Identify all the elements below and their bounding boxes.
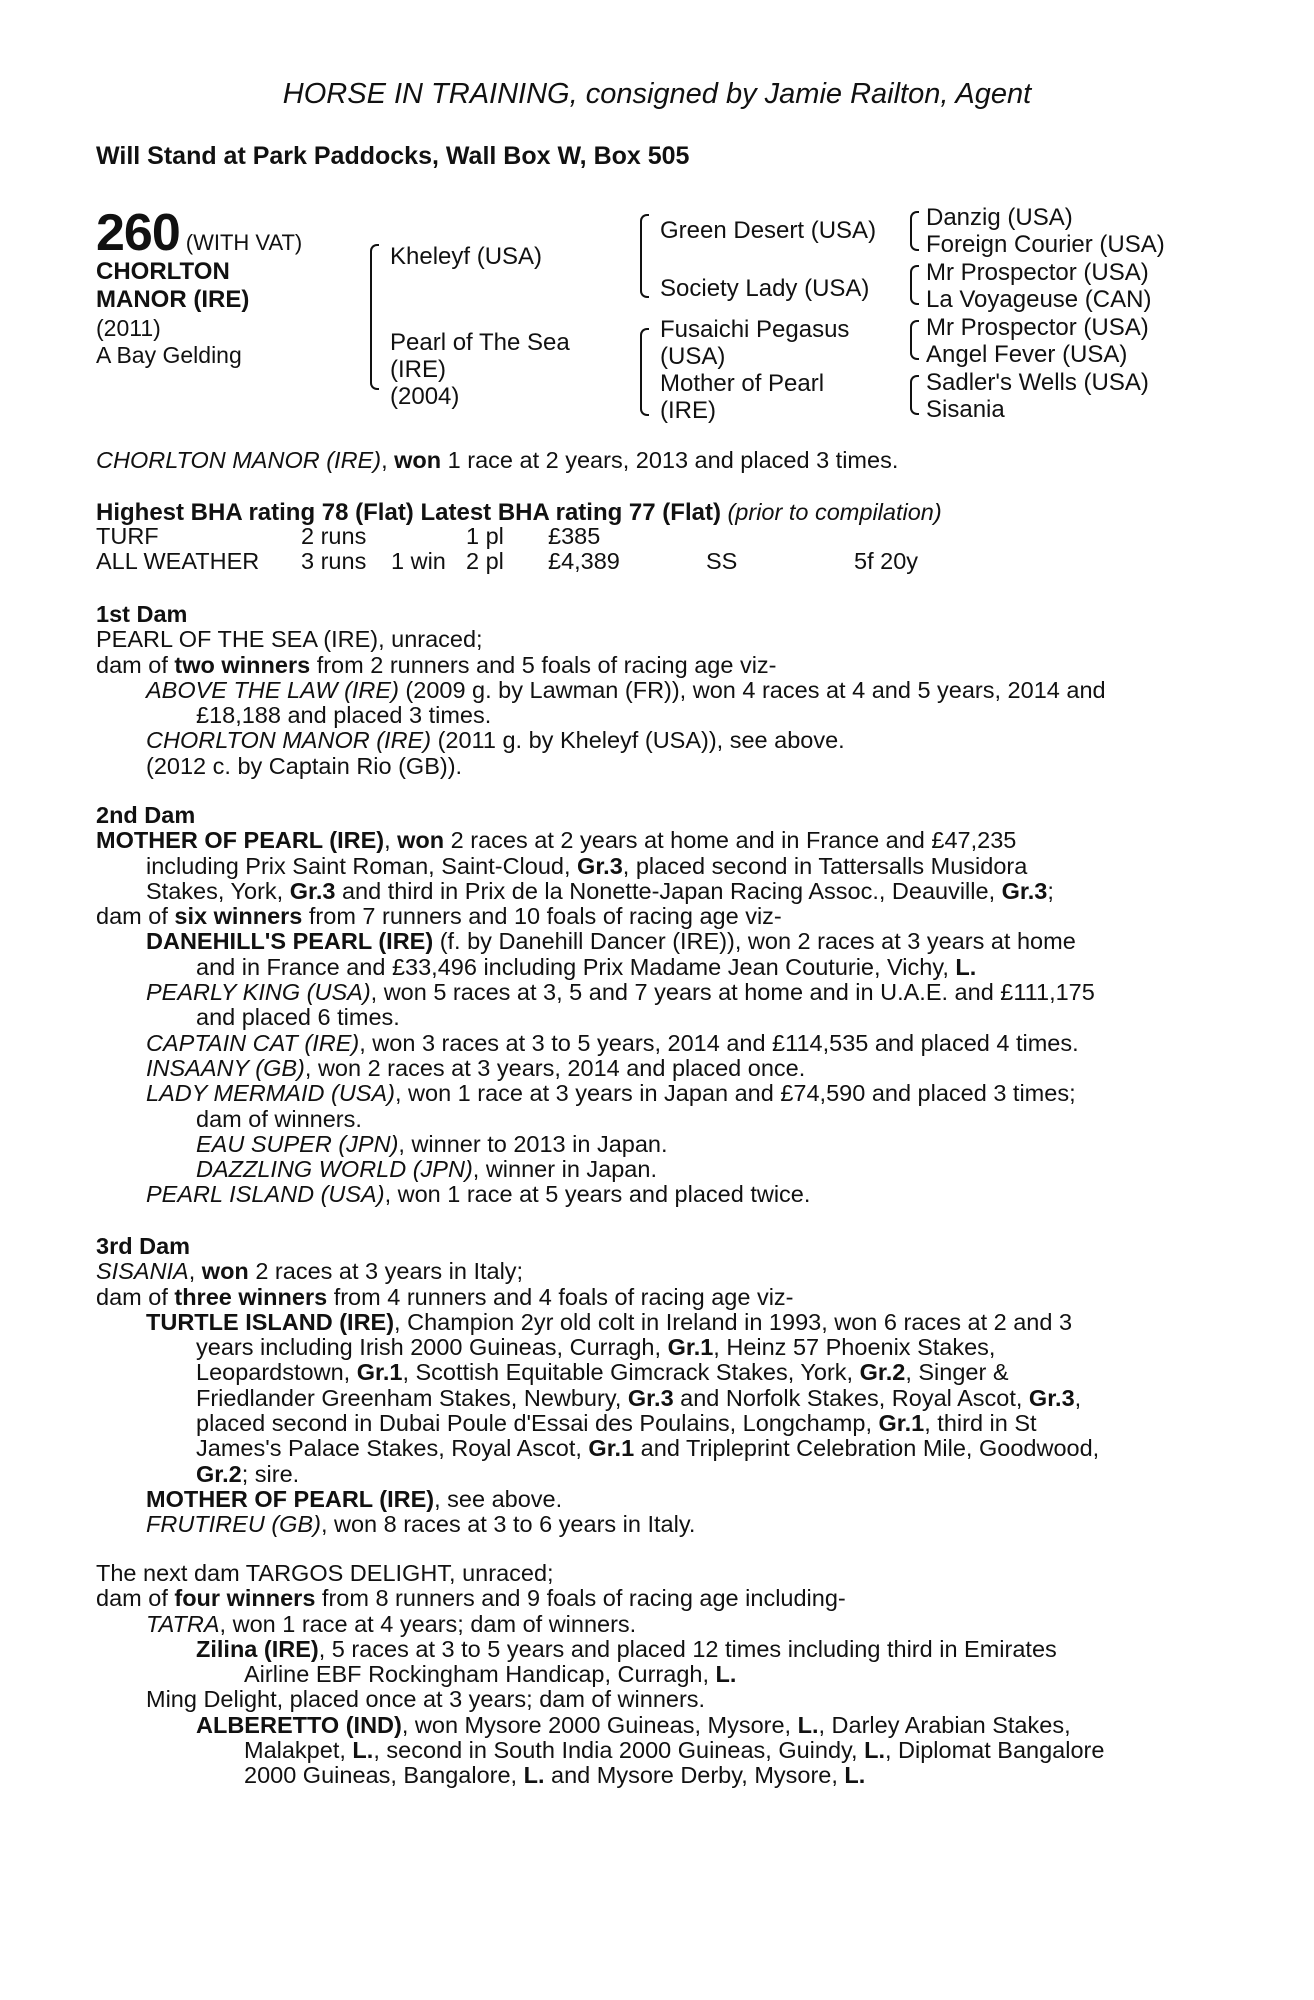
record-prize: £4,389 bbox=[548, 548, 620, 574]
offspring-entry bbox=[96, 1182, 1196, 1207]
record-distance bbox=[854, 524, 918, 549]
race-summary: CHORLTON MANOR (IRE), won 1 race at 2 years, 2013 and placed 3 times. bbox=[96, 447, 899, 473]
offspring-detail: , won 1 race at 3 years in Japan and £74,590 and placed 3 times; bbox=[394, 1080, 1076, 1107]
dam-dam-country: (IRE) bbox=[660, 397, 716, 424]
record-row bbox=[96, 549, 918, 574]
grade: Gr.3 bbox=[1001, 877, 1048, 904]
offspring-detail-cont: dam of winners. bbox=[196, 1105, 362, 1132]
pedigree-brace bbox=[640, 328, 649, 416]
sire-sire: Green Desert (USA) bbox=[660, 217, 877, 244]
text: and Mysore Derby, Mysore, bbox=[544, 1762, 845, 1789]
offspring-entry bbox=[96, 1512, 1196, 1537]
horse-name-line2: MANOR (IRE) bbox=[96, 286, 250, 313]
text: and Norfolk Stakes, Royal Ascot, bbox=[673, 1384, 1029, 1411]
text: Friedlander Greenham Stakes, Newbury, bbox=[196, 1384, 628, 1411]
rating-text: Highest BHA rating 78 (Flat) Latest BHA rating 77 (Flat) bbox=[96, 499, 721, 526]
dam-name: SISANIA bbox=[96, 1258, 189, 1285]
offspring-name: CAPTAIN CAT (IRE) bbox=[146, 1029, 360, 1056]
offspring-detail: , won 5 races at 3, 5 and 7 years at home and in U.A.E. and £111,175 bbox=[370, 979, 1095, 1006]
listed: L. bbox=[844, 1762, 866, 1789]
offspring-detail: , 5 races at 3 to 5 years and placed 12 times including third in Emirates bbox=[318, 1635, 1057, 1662]
grade: Gr.3 bbox=[1028, 1384, 1075, 1411]
offspring-name: Zilina (IRE) bbox=[196, 1635, 319, 1662]
offspring-detail-cont bbox=[96, 1360, 1196, 1385]
offspring-detail-cont bbox=[96, 1462, 1196, 1487]
grand-offspring-entry bbox=[96, 1713, 1198, 1738]
offspring-name: TATRA bbox=[146, 1610, 220, 1637]
offspring-detail: (2011 g. by Kheleyf (USA)), see above. bbox=[431, 727, 845, 754]
offspring-detail: , Champion 2yr old colt in Ireland in 1993, won 6 races at 2 and 3 bbox=[394, 1308, 1073, 1335]
text: 2000 Guineas, Bangalore, bbox=[244, 1762, 524, 1789]
rating-note: (prior to compilation) bbox=[727, 499, 942, 525]
offspring-name: FRUTIREU (GB) bbox=[146, 1511, 321, 1538]
offspring-name: DAZZLING WORLD (JPN) bbox=[196, 1156, 473, 1183]
dd-dam: Sisania bbox=[926, 396, 1005, 423]
text: and in France and £33,496 including Prix Madame Jean Couturie, Vichy, bbox=[196, 953, 956, 980]
text: dam of bbox=[96, 903, 175, 930]
second-dam-section bbox=[96, 803, 1196, 1208]
dam-name: MOTHER OF PEARL (IRE) bbox=[96, 827, 385, 854]
text: , Scottish Equitable Gimcrack Stakes, York, bbox=[402, 1359, 860, 1386]
pedigree-brace bbox=[910, 375, 919, 415]
text: , bbox=[188, 1258, 202, 1285]
record-placed: 1 pl bbox=[466, 523, 504, 549]
winner-count: two winners bbox=[174, 651, 311, 678]
record-row bbox=[96, 524, 918, 549]
text: from 7 runners and 10 foals of racing age viz- bbox=[302, 903, 782, 930]
dam-entry: The next dam TARGOS DELIGHT, unraced; bbox=[96, 1560, 554, 1586]
dam-entry bbox=[96, 1259, 1196, 1284]
first-dam-section bbox=[96, 602, 1106, 779]
offspring-detail: (2009 g. by Lawman (FR)), won 4 races at 4 and 5 years, 2014 and bbox=[398, 676, 1106, 703]
won-label: won bbox=[201, 1258, 249, 1285]
offspring-detail-cont bbox=[96, 1411, 1196, 1436]
offspring-detail-cont bbox=[96, 1386, 1196, 1411]
text: Malakpet, bbox=[244, 1737, 353, 1764]
offspring-name: LADY MERMAID (USA) bbox=[146, 1080, 395, 1107]
pedigree-brace bbox=[910, 211, 919, 251]
offspring-detail: , won 8 races at 3 to 6 years in Italy. bbox=[320, 1511, 696, 1538]
dam-sire: Fusaichi Pegasus bbox=[660, 316, 850, 343]
text: from 8 runners and 9 foals of racing age including- bbox=[315, 1585, 846, 1612]
lot-number: 260 bbox=[96, 204, 180, 262]
ss-dam: Foreign Courier (USA) bbox=[926, 231, 1165, 258]
vat-note: (WITH VAT) bbox=[185, 230, 303, 255]
text: , Darley Arabian Stakes, bbox=[818, 1711, 1071, 1738]
section-heading: 1st Dam bbox=[96, 601, 188, 627]
text: years including Irish 2000 Guineas, Curragh, bbox=[196, 1334, 668, 1361]
text: , Diplomat Bangalore bbox=[884, 1737, 1105, 1764]
winner-count: six winners bbox=[174, 903, 303, 930]
grade: Gr.1 bbox=[667, 1334, 714, 1361]
text: dam of bbox=[96, 1585, 175, 1612]
record-ss bbox=[706, 524, 854, 549]
dam-country: (IRE) bbox=[390, 356, 446, 383]
lot-header bbox=[96, 203, 302, 263]
text: and Tripleprint Celebration Mile, Goodwood, bbox=[634, 1435, 1100, 1462]
text: , placed second in Tattersalls Musidora bbox=[622, 852, 1028, 879]
offspring-detail-cont: and placed 6 times. bbox=[196, 1004, 400, 1031]
pedigree-brace bbox=[910, 265, 919, 305]
offspring-detail: , won 1 race at 5 years and placed twice. bbox=[384, 1181, 811, 1208]
dd-sire: Sadler's Wells (USA) bbox=[926, 369, 1149, 396]
text: , bbox=[384, 827, 398, 854]
offspring-detail-cont bbox=[96, 1436, 1196, 1461]
dam-sire-country: (USA) bbox=[660, 343, 726, 370]
summary-won: won bbox=[394, 447, 442, 473]
text: , won Mysore 2000 Guineas, Mysore, bbox=[401, 1711, 798, 1738]
offspring-entry bbox=[96, 728, 1106, 753]
text: , third in St bbox=[924, 1410, 1037, 1437]
pedigree-brace bbox=[910, 320, 919, 360]
offspring-detail: (f. by Danehill Dancer (IRE)), won 2 races at 3 years at home bbox=[433, 928, 1076, 955]
grade: Gr.3 bbox=[627, 1384, 674, 1411]
dam-entry: PEARL OF THE SEA (IRE), unraced; bbox=[96, 626, 483, 653]
text: placed second in Dubai Poule d'Essai des Poulains, Longchamp, bbox=[196, 1410, 879, 1437]
ss-sire: Danzig (USA) bbox=[926, 204, 1073, 231]
dam-produce-summary bbox=[96, 904, 1196, 929]
offspring-entry bbox=[96, 1487, 1196, 1512]
record-surface: TURF bbox=[96, 523, 159, 549]
sd-dam: La Voyageuse (CAN) bbox=[926, 286, 1152, 313]
offspring-name: MOTHER OF PEARL (IRE) bbox=[146, 1485, 435, 1512]
offspring-detail: , won 3 races at 3 to 5 years, 2014 and £114,535 and placed 4 times. bbox=[359, 1029, 1079, 1056]
page-title: HORSE IN TRAINING, consigned by Jamie Railton, Agent bbox=[282, 78, 1032, 110]
text: 2 races at 3 years in Italy; bbox=[248, 1258, 524, 1285]
text: Leopardstown, bbox=[196, 1359, 357, 1386]
record-runs: 3 runs bbox=[301, 548, 367, 574]
text: from 2 runners and 5 foals of racing age viz- bbox=[310, 651, 777, 678]
record-placed: 2 pl bbox=[466, 548, 504, 574]
dam-produce-summary bbox=[96, 1285, 1196, 1310]
offspring-entry bbox=[96, 1031, 1196, 1056]
section-heading: 2nd Dam bbox=[96, 802, 196, 828]
offspring-name: TURTLE ISLAND (IRE) bbox=[146, 1308, 395, 1335]
offspring-name: DANEHILL'S PEARL (IRE) bbox=[146, 928, 434, 955]
dam-entry-cont bbox=[96, 854, 1196, 879]
horse-name-line1: CHORLTON bbox=[96, 258, 230, 285]
pedigree-brace bbox=[640, 214, 649, 298]
horse-description: A Bay Gelding bbox=[96, 342, 242, 368]
dam: Pearl of The Sea bbox=[390, 329, 570, 356]
record-runs: 2 runs bbox=[301, 523, 367, 549]
foaling-year: (2011) bbox=[96, 315, 161, 341]
winner-count: four winners bbox=[174, 1585, 316, 1612]
grand-offspring-entry bbox=[96, 1157, 1196, 1182]
sire-dam: Society Lady (USA) bbox=[660, 275, 870, 302]
summary-horse-name: CHORLTON MANOR (IRE) bbox=[96, 447, 382, 473]
stand-location: Will Stand at Park Paddocks, Wall Box W, Box 505 bbox=[96, 142, 690, 170]
grade: Gr.2 bbox=[859, 1359, 906, 1386]
text: James's Palace Stakes, Royal Ascot, bbox=[196, 1435, 589, 1462]
text: , bbox=[1074, 1384, 1082, 1411]
listed: L. bbox=[352, 1737, 374, 1764]
offspring-detail-cont: £18,188 and placed 3 times. bbox=[196, 702, 492, 729]
offspring-detail: , won 1 race at 4 years; dam of winners. bbox=[219, 1610, 637, 1637]
offspring-entry: Ming Delight, placed once at 3 years; dam of winners. bbox=[146, 1686, 706, 1713]
offspring-name: CHORLTON MANOR (IRE) bbox=[146, 727, 432, 754]
next-dam-section bbox=[96, 1561, 1198, 1789]
section-heading: 3rd Dam bbox=[96, 1233, 191, 1259]
offspring-name: ABOVE THE LAW (IRE) bbox=[146, 676, 399, 703]
text: ; sire. bbox=[241, 1460, 300, 1487]
listed: L. bbox=[955, 953, 977, 980]
text: , second in South India 2000 Guineas, Guindy, bbox=[373, 1737, 865, 1764]
sire: Kheleyf (USA) bbox=[390, 243, 543, 270]
won-label: won bbox=[397, 827, 445, 854]
offspring-detail: , winner in Japan. bbox=[472, 1156, 657, 1183]
record-distance: 5f 20y bbox=[854, 548, 919, 574]
dam-produce-summary bbox=[96, 653, 1106, 678]
offspring-entry bbox=[96, 929, 1196, 954]
record-surface: ALL WEATHER bbox=[96, 548, 260, 574]
grade: Gr.1 bbox=[588, 1435, 635, 1462]
offspring-detail: , winner to 2013 in Japan. bbox=[398, 1130, 668, 1157]
listed: L. bbox=[864, 1737, 885, 1764]
text: including Prix Saint Roman, Saint-Cloud, bbox=[146, 852, 578, 879]
ds-sire: Mr Prospector (USA) bbox=[926, 314, 1149, 341]
text: dam of bbox=[96, 1283, 175, 1310]
offspring-detail-cont bbox=[96, 1763, 1198, 1788]
offspring-name: PEARLY KING (USA) bbox=[146, 979, 371, 1006]
winner-count: three winners bbox=[174, 1283, 328, 1310]
offspring-detail-cont bbox=[96, 1738, 1196, 1763]
record-prize: £385 bbox=[548, 523, 601, 549]
dam-entry bbox=[96, 828, 1196, 853]
listed: L. bbox=[523, 1762, 545, 1789]
grade: Gr.3 bbox=[577, 852, 623, 879]
offspring-detail: , won 2 races at 3 years, 2014 and placed once. bbox=[304, 1054, 806, 1081]
offspring-name: PEARL ISLAND (USA) bbox=[146, 1181, 385, 1208]
text: Stakes, York, bbox=[146, 877, 290, 904]
text: and third in Prix de la Nonette-Japan Racing Assoc., Deauville, bbox=[335, 877, 1002, 904]
racing-record-table bbox=[96, 524, 918, 574]
ds-dam: Angel Fever (USA) bbox=[926, 341, 1128, 368]
text: from 4 runners and 4 foals of racing age viz- bbox=[327, 1283, 794, 1310]
grand-offspring-entry bbox=[96, 1637, 1198, 1662]
summary-detail: 1 race at 2 years, 2013 and placed 3 times. bbox=[441, 447, 899, 473]
sd-sire: Mr Prospector (USA) bbox=[926, 259, 1149, 286]
offspring-entry bbox=[96, 678, 1106, 703]
grade: Gr.2 bbox=[196, 1460, 242, 1487]
text: , Heinz 57 Phoenix Stakes, bbox=[713, 1334, 996, 1361]
dam-entry-cont bbox=[96, 879, 1196, 904]
record-ss: SS bbox=[706, 548, 738, 574]
record-wins bbox=[391, 524, 466, 549]
offspring-entry bbox=[96, 1056, 1196, 1081]
dam-dam: Mother of Pearl bbox=[660, 370, 825, 397]
offspring-entry bbox=[96, 1081, 1196, 1106]
dam-produce-summary bbox=[96, 1586, 1198, 1611]
text: ; bbox=[1047, 877, 1054, 904]
third-dam-section bbox=[96, 1234, 1196, 1538]
offspring-detail-cont bbox=[96, 955, 1196, 980]
offspring-name: EAU SUPER (JPN) bbox=[196, 1130, 399, 1157]
grade: Gr.1 bbox=[356, 1359, 403, 1386]
grade: Gr.3 bbox=[289, 877, 336, 904]
dam-year: (2004) bbox=[390, 383, 460, 410]
listed: L. bbox=[715, 1661, 737, 1688]
text: dam of bbox=[96, 651, 175, 678]
offspring-entry bbox=[96, 980, 1196, 1005]
grade: Gr.1 bbox=[878, 1410, 925, 1437]
offspring-entry bbox=[96, 1612, 1198, 1637]
offspring-name: INSAANY (GB) bbox=[146, 1054, 305, 1081]
offspring-detail-cont bbox=[96, 1662, 1198, 1687]
offspring-name: ALBERETTO (IND) bbox=[196, 1711, 402, 1738]
text: 2 races at 2 years at home and in France and £47,235 bbox=[444, 827, 1017, 854]
offspring-entry bbox=[96, 1310, 1196, 1335]
record-wins: 1 win bbox=[391, 548, 446, 574]
listed: L. bbox=[797, 1711, 819, 1738]
pedigree-brace bbox=[370, 244, 379, 390]
rating-line bbox=[96, 500, 942, 525]
grand-offspring-entry bbox=[96, 1132, 1196, 1157]
offspring-entry: (2012 c. by Captain Rio (GB)). bbox=[146, 752, 463, 779]
text: , Singer & bbox=[905, 1359, 1009, 1386]
text: Airline EBF Rockingham Handicap, Curragh, bbox=[244, 1661, 716, 1688]
offspring-detail-cont bbox=[96, 1335, 1196, 1360]
offspring-detail: , see above. bbox=[434, 1485, 563, 1512]
